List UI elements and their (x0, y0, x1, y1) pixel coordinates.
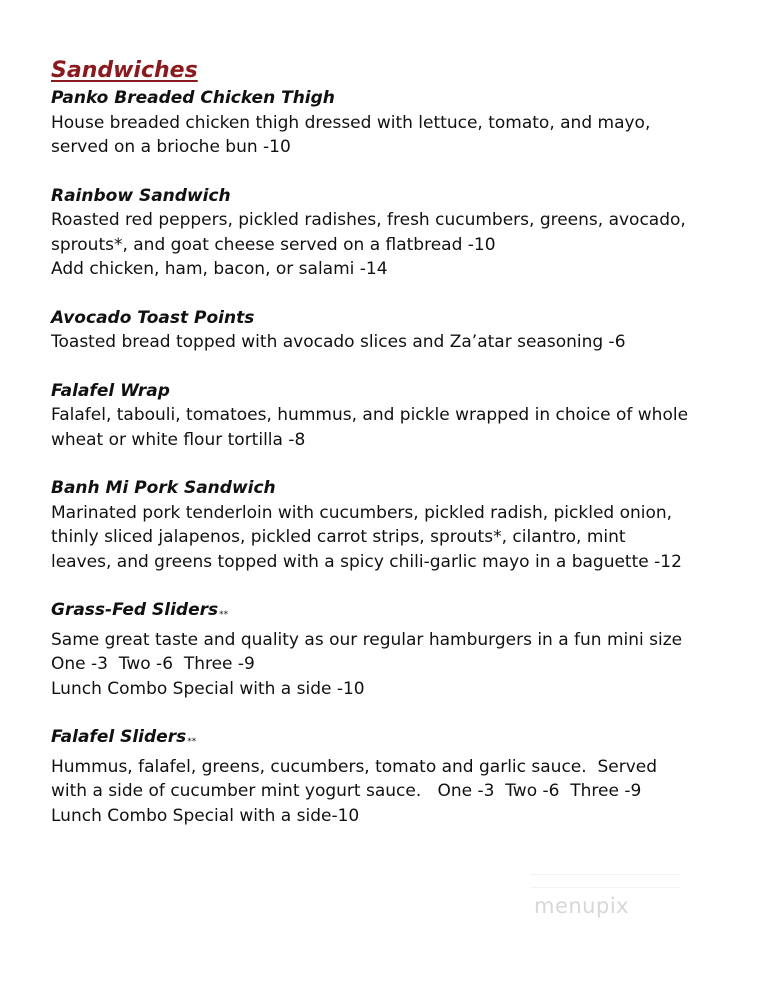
menu-item-name: Falafel Sliders (51, 727, 187, 747)
menu-item-description-line: Toasted bread topped with avocado slices and Za’atar seasoning -6 (51, 332, 626, 352)
section-title: Sandwiches (51, 58, 198, 83)
menu-item-description-line: Falafel, tabouli, tomatoes, hummus, and pickle wrapped in choice of whole (51, 405, 689, 425)
menu-item-name-row (51, 86, 751, 111)
menu-item-name-row (51, 184, 751, 209)
menu-item-name-row (51, 598, 751, 628)
menu-item (51, 86, 751, 160)
watermark-decoration (530, 874, 680, 888)
menu-item (51, 725, 751, 828)
menu-item-description-line: with a side of cucumber mint yogurt sauce. One -3 Two -6 Three -9 (51, 781, 642, 801)
menu-item-name-row (51, 476, 751, 501)
menu-item-description-line: leaves, and greens topped with a spicy chili-garlic mayo in a baguette -12 (51, 551, 682, 572)
menu-item-description-line: Same great taste and quality as our regular hamburgers in a fun mini size (51, 629, 683, 650)
menu-item-name: Grass-Fed Sliders (51, 600, 219, 620)
menu-item-description-line: thinly sliced jalapenos, pickled carrot strips, sprouts*, cilantro, mint (51, 527, 626, 547)
menu-item-name: Rainbow Sandwich (51, 185, 231, 206)
menu-item-name: Panko Breaded Chicken Thigh (51, 88, 335, 108)
menu-item-description-line: Marinated pork tenderloin with cucumbers, pickled radish, pickled onion, (51, 502, 673, 523)
menu-item-description-line: One -3 Two -6 Three -9 (51, 654, 255, 674)
menu-item (51, 476, 751, 574)
menu-item (51, 379, 751, 453)
menu-item-name-row (51, 379, 751, 404)
menu-item-stars: ** (187, 737, 197, 747)
menu-item-description-line: House breaded chicken thigh dressed with lettuce, tomato, and mayo, (51, 112, 651, 133)
menu-items-list (51, 86, 751, 828)
menu-item-description-line: sprouts*, and goat cheese served on a flatbread -10 (51, 234, 496, 255)
menu-item-description-line: Lunch Combo Special with a side -10 (51, 678, 365, 699)
menu-item-description-line: served on a brioche bun -10 (51, 137, 291, 157)
menu-item-description-line: Lunch Combo Special with a side-10 (51, 805, 360, 826)
menu-item-description-line: wheat or white flour tortilla -8 (51, 429, 306, 450)
menu-item (51, 184, 751, 282)
menu-item (51, 598, 751, 701)
menu-item-name: Banh Mi Pork Sandwich (51, 478, 276, 498)
watermark-logo: menupix (534, 894, 630, 918)
menu-item-name: Avocado Toast Points (51, 307, 255, 328)
menu-item-description-line: Roasted red peppers, pickled radishes, fresh cucumbers, greens, avocado, (51, 210, 686, 230)
menu-item-name-row (51, 306, 751, 331)
menu-page (51, 56, 751, 852)
menu-item-description-line: Add chicken, ham, bacon, or salami -14 (51, 259, 388, 279)
menu-item-name: Falafel Wrap (51, 380, 170, 401)
menu-item-description-line: Hummus, falafel, greens, cucumbers, tomato and garlic sauce. Served (51, 756, 658, 777)
menu-item (51, 306, 751, 355)
menu-item-name-row (51, 725, 751, 755)
menu-item-stars: ** (219, 610, 229, 620)
